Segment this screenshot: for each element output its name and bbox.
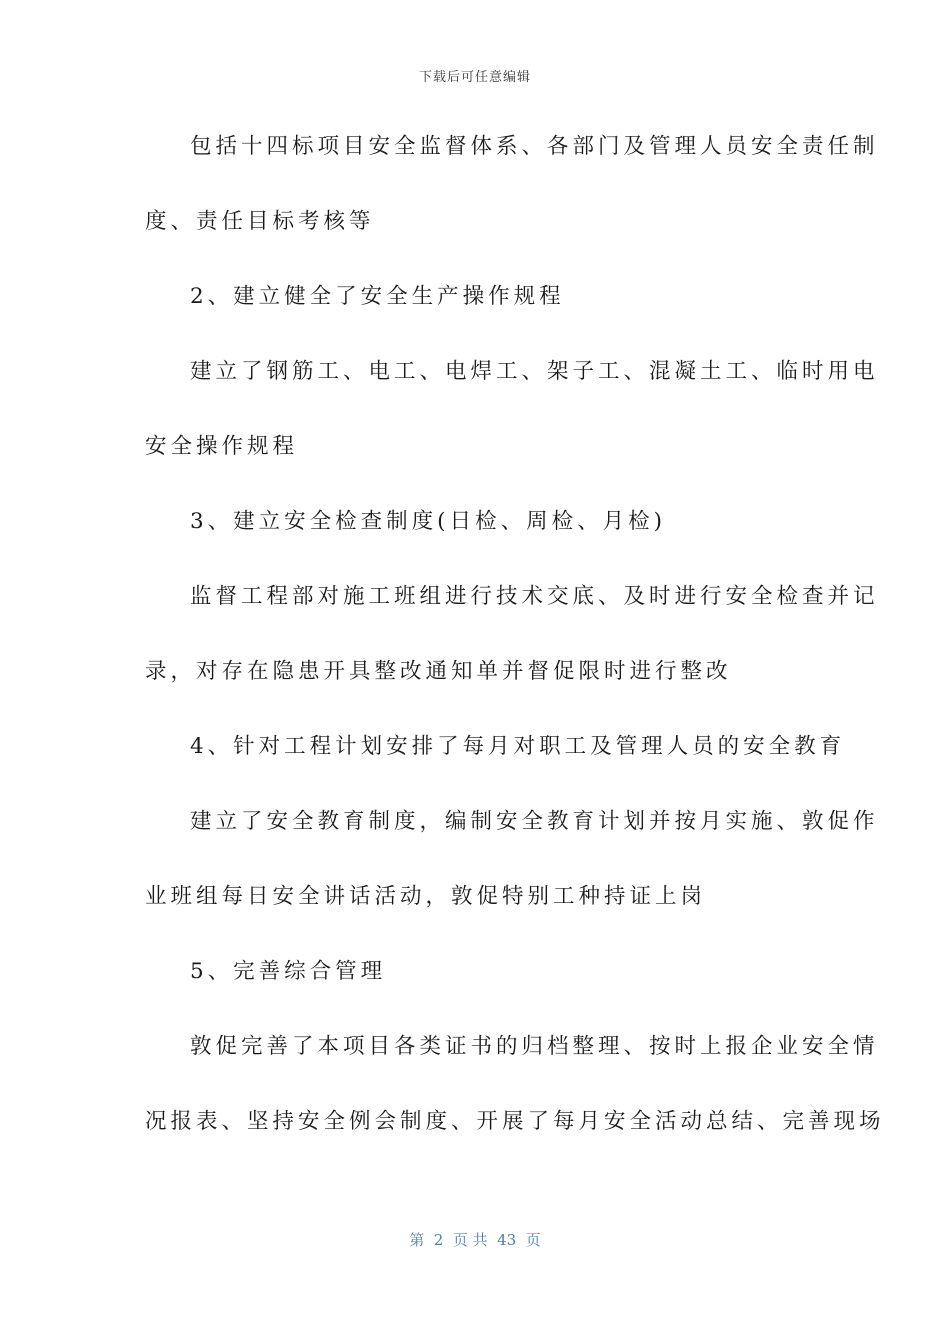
- document-body: [145, 127, 885, 1177]
- paragraph-line: 度、责任目标考核等: [145, 209, 375, 234]
- paragraph-line: 录，对存在隐患开具整改通知单并督促限时进行整改: [145, 659, 732, 684]
- page-number: 第 2 页 共 43 页: [409, 1231, 541, 1249]
- paragraph-line: 业班组每日安全讲话活动，敦促特别工种持证上岗: [145, 884, 707, 909]
- paragraph-line: 包括十四标项目安全监督体系、各部门及管理人员安全责任制: [190, 134, 879, 159]
- download-note: 下载后可任意编辑: [418, 70, 531, 85]
- section-heading: 3、建立安全检查制度(日检、周检、月检): [190, 509, 666, 534]
- section-heading: 2、建立健全了安全生产操作规程: [190, 284, 565, 309]
- section-heading: 4、针对工程计划安排了每月对职工及管理人员的安全教育: [190, 734, 846, 759]
- paragraph-line: 建立了钢筋工、电工、电焊工、架子工、混凝土工、临时用电: [190, 359, 879, 384]
- section-heading: 5、完善综合管理: [190, 959, 387, 984]
- paragraph-line: 敦促完善了本项目各类证书的归档整理、按时上报企业安全情: [190, 1034, 879, 1059]
- paragraph-line: 监督工程部对施工班组进行技术交底、及时进行安全检查并记: [190, 584, 879, 609]
- paragraph-line: 安全操作规程: [145, 434, 299, 459]
- paragraph-line: 况报表、坚持安全例会制度、开展了每月安全活动总结、完善现场: [145, 1109, 885, 1134]
- paragraph-line: 建立了安全教育制度，编制安全教育计划并按月实施、敦促作: [190, 809, 879, 834]
